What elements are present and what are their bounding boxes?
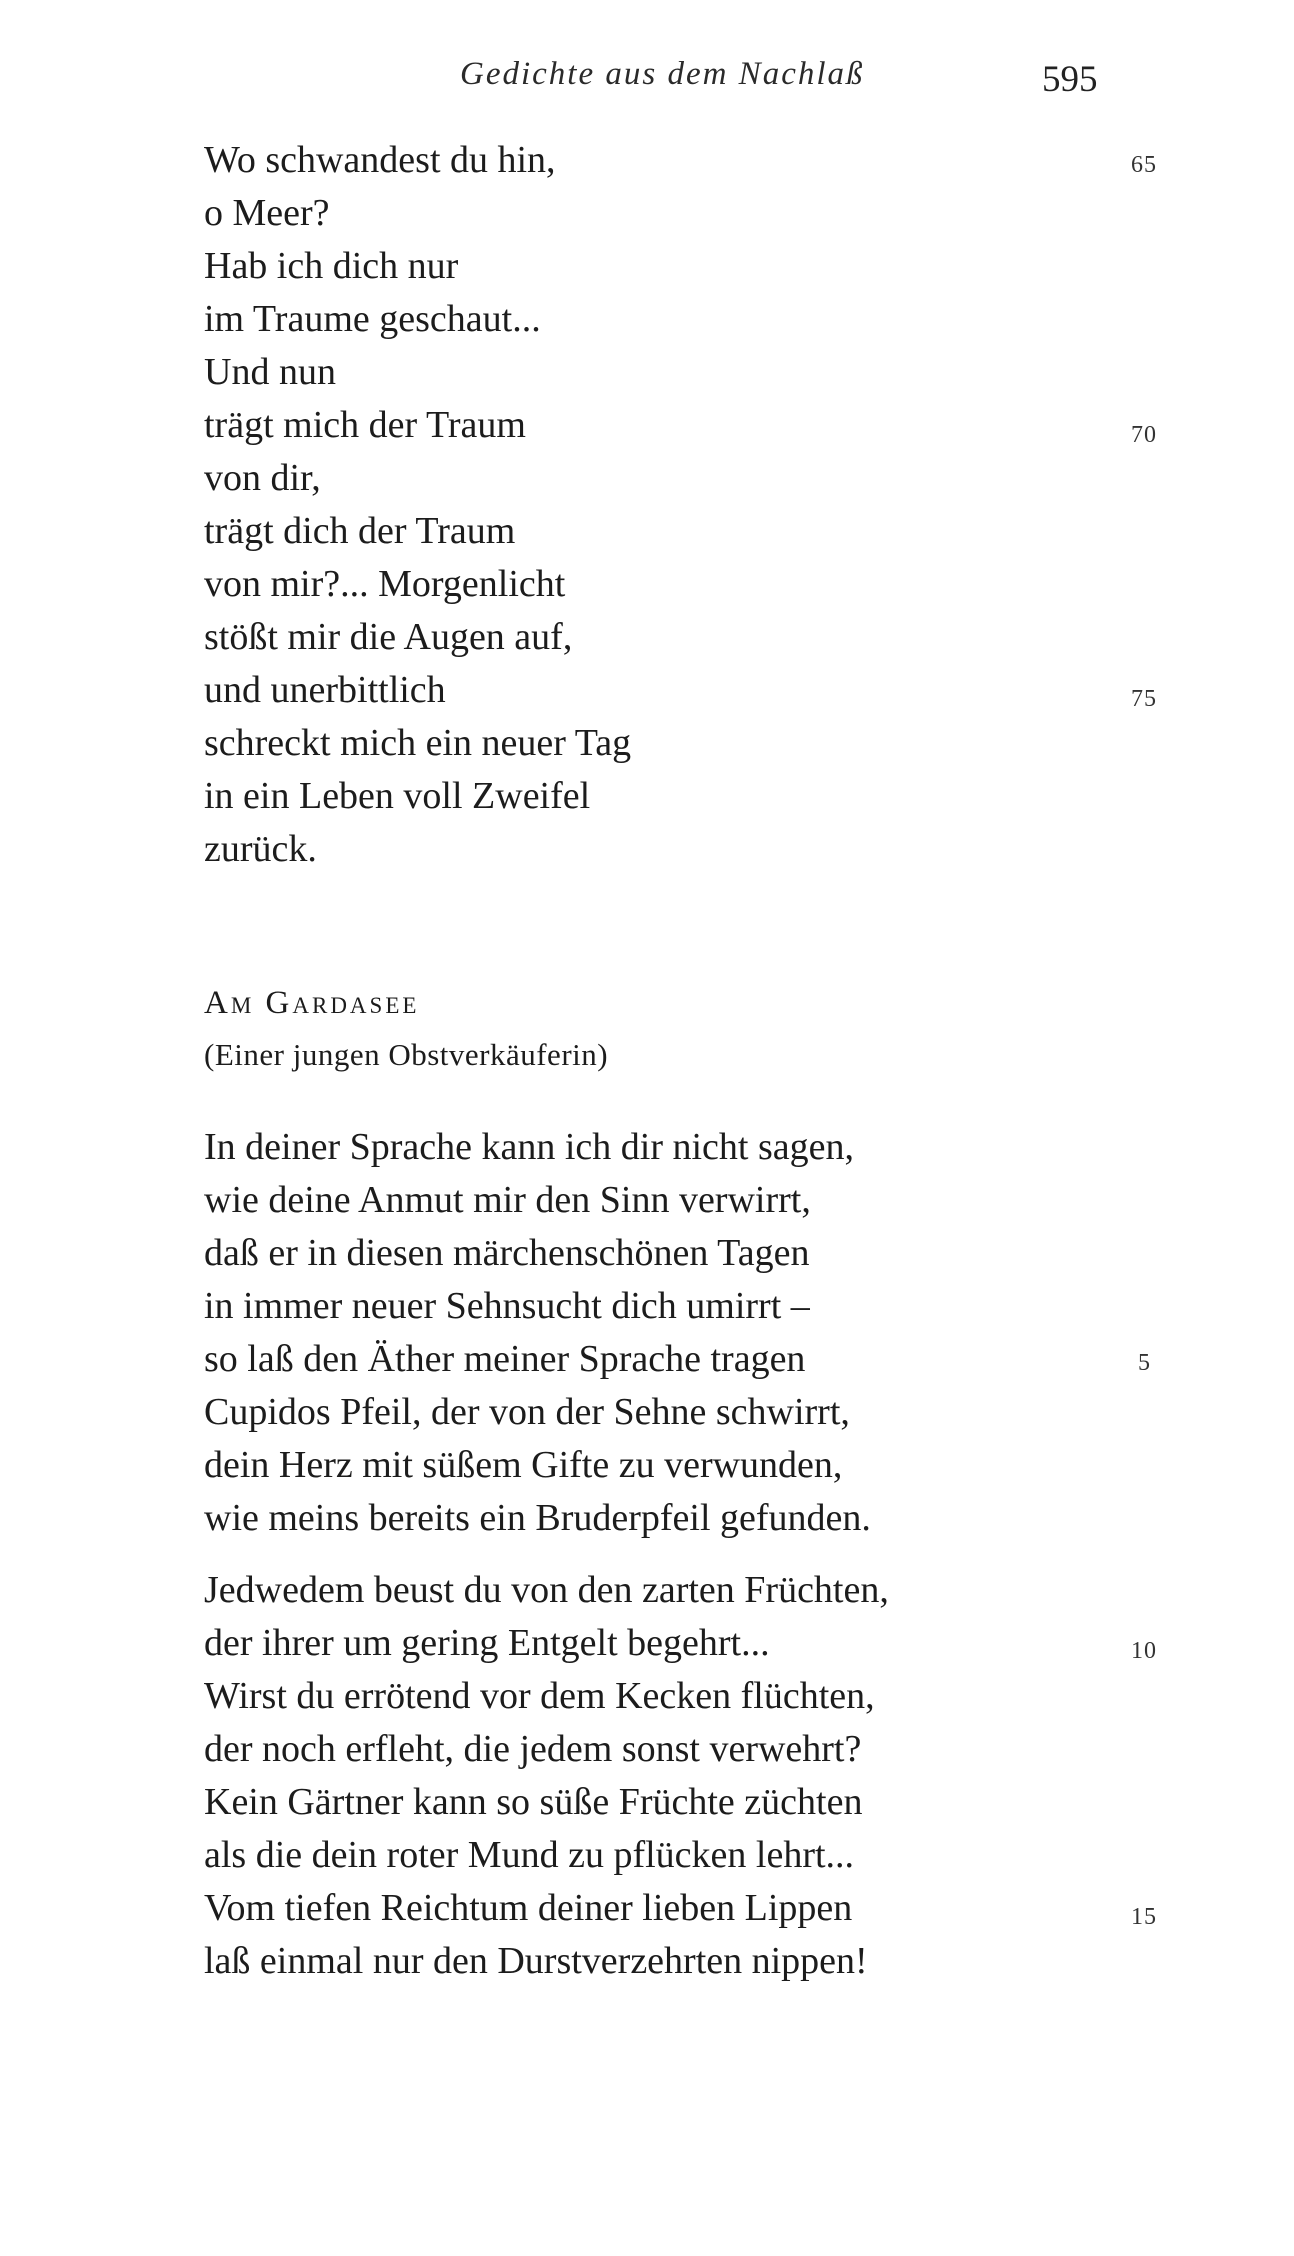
verse-line: wie meins bereits ein Bruderpfeil gefunden. [204,1497,871,1539]
verse-line: Hab ich dich nur [204,245,459,287]
page-number: 595 [1042,59,1098,100]
verse-line: o Meer? [204,192,330,234]
verse-line: so laß den Äther meiner Sprache tragen [204,1338,806,1380]
verse-line: von mir?... Morgenlicht [204,563,566,605]
verse-line: laß einmal nur den Durstverzehrten nippen! [204,1940,868,1982]
verse-line: Wirst du errötend vor dem Kecken flüchten, [204,1675,875,1717]
verse-line: In deiner Sprache kann ich dir nicht sagen, [204,1126,854,1168]
poem-subtitle: (Einer jungen Obstverkäuferin) [204,1037,609,1072]
verse-line: von dir, [204,457,321,499]
line-number: 75 [1131,686,1157,712]
verse-line: trägt dich der Traum [204,510,516,552]
poem-title: Am Gardasee [204,985,420,1021]
line-number: 65 [1131,152,1157,178]
verse-line: der ihrer um gering Entgelt begehrt... [204,1622,770,1664]
line-number: 70 [1131,422,1157,448]
verse-line: Wo schwandest du hin, [204,139,556,181]
verse-line: in ein Leben voll Zweifel [204,775,591,817]
line-number: 5 [1138,1350,1151,1376]
verse-line: und unerbittlich [204,669,446,711]
verse-line: im Traume geschaut... [204,298,541,340]
verse-line: trägt mich der Traum [204,404,526,446]
verse-line: daß er in diesen märchenschönen Tagen [204,1232,810,1274]
verse-line: Cupidos Pfeil, der von der Sehne schwirrt, [204,1391,850,1433]
verse-line: in immer neuer Sehnsucht dich umirrt – [204,1285,810,1327]
verse-line: wie deine Anmut mir den Sinn verwirrt, [204,1179,811,1221]
verse-line: Kein Gärtner kann so süße Früchte züchten [204,1781,863,1823]
verse-line: schreckt mich ein neuer Tag [204,722,632,764]
verse-line: als die dein roter Mund zu pflücken lehrt... [204,1834,855,1876]
poem2-stanza-1 [204,1121,871,1545]
verse-line: Vom tiefen Reichtum deiner lieben Lippen [204,1887,853,1929]
verse-line: Jedwedem beust du von den zarten Früchten, [204,1569,889,1611]
verse-line: Und nun [204,351,336,393]
poem2-stanza-2 [204,1564,889,1988]
verse-line: dein Herz mit süßem Gifte zu verwunden, [204,1444,843,1486]
line-number: 10 [1131,1638,1157,1664]
verse-line: stößt mir die Augen auf, [204,616,573,658]
line-number: 15 [1131,1904,1157,1930]
verse-line: zurück. [204,828,317,870]
running-title: Gedichte aus dem Nachlaß [460,56,865,92]
poem1-verse [204,134,631,876]
verse-line: der noch erfleht, die jedem sonst verwehrt? [204,1728,862,1770]
